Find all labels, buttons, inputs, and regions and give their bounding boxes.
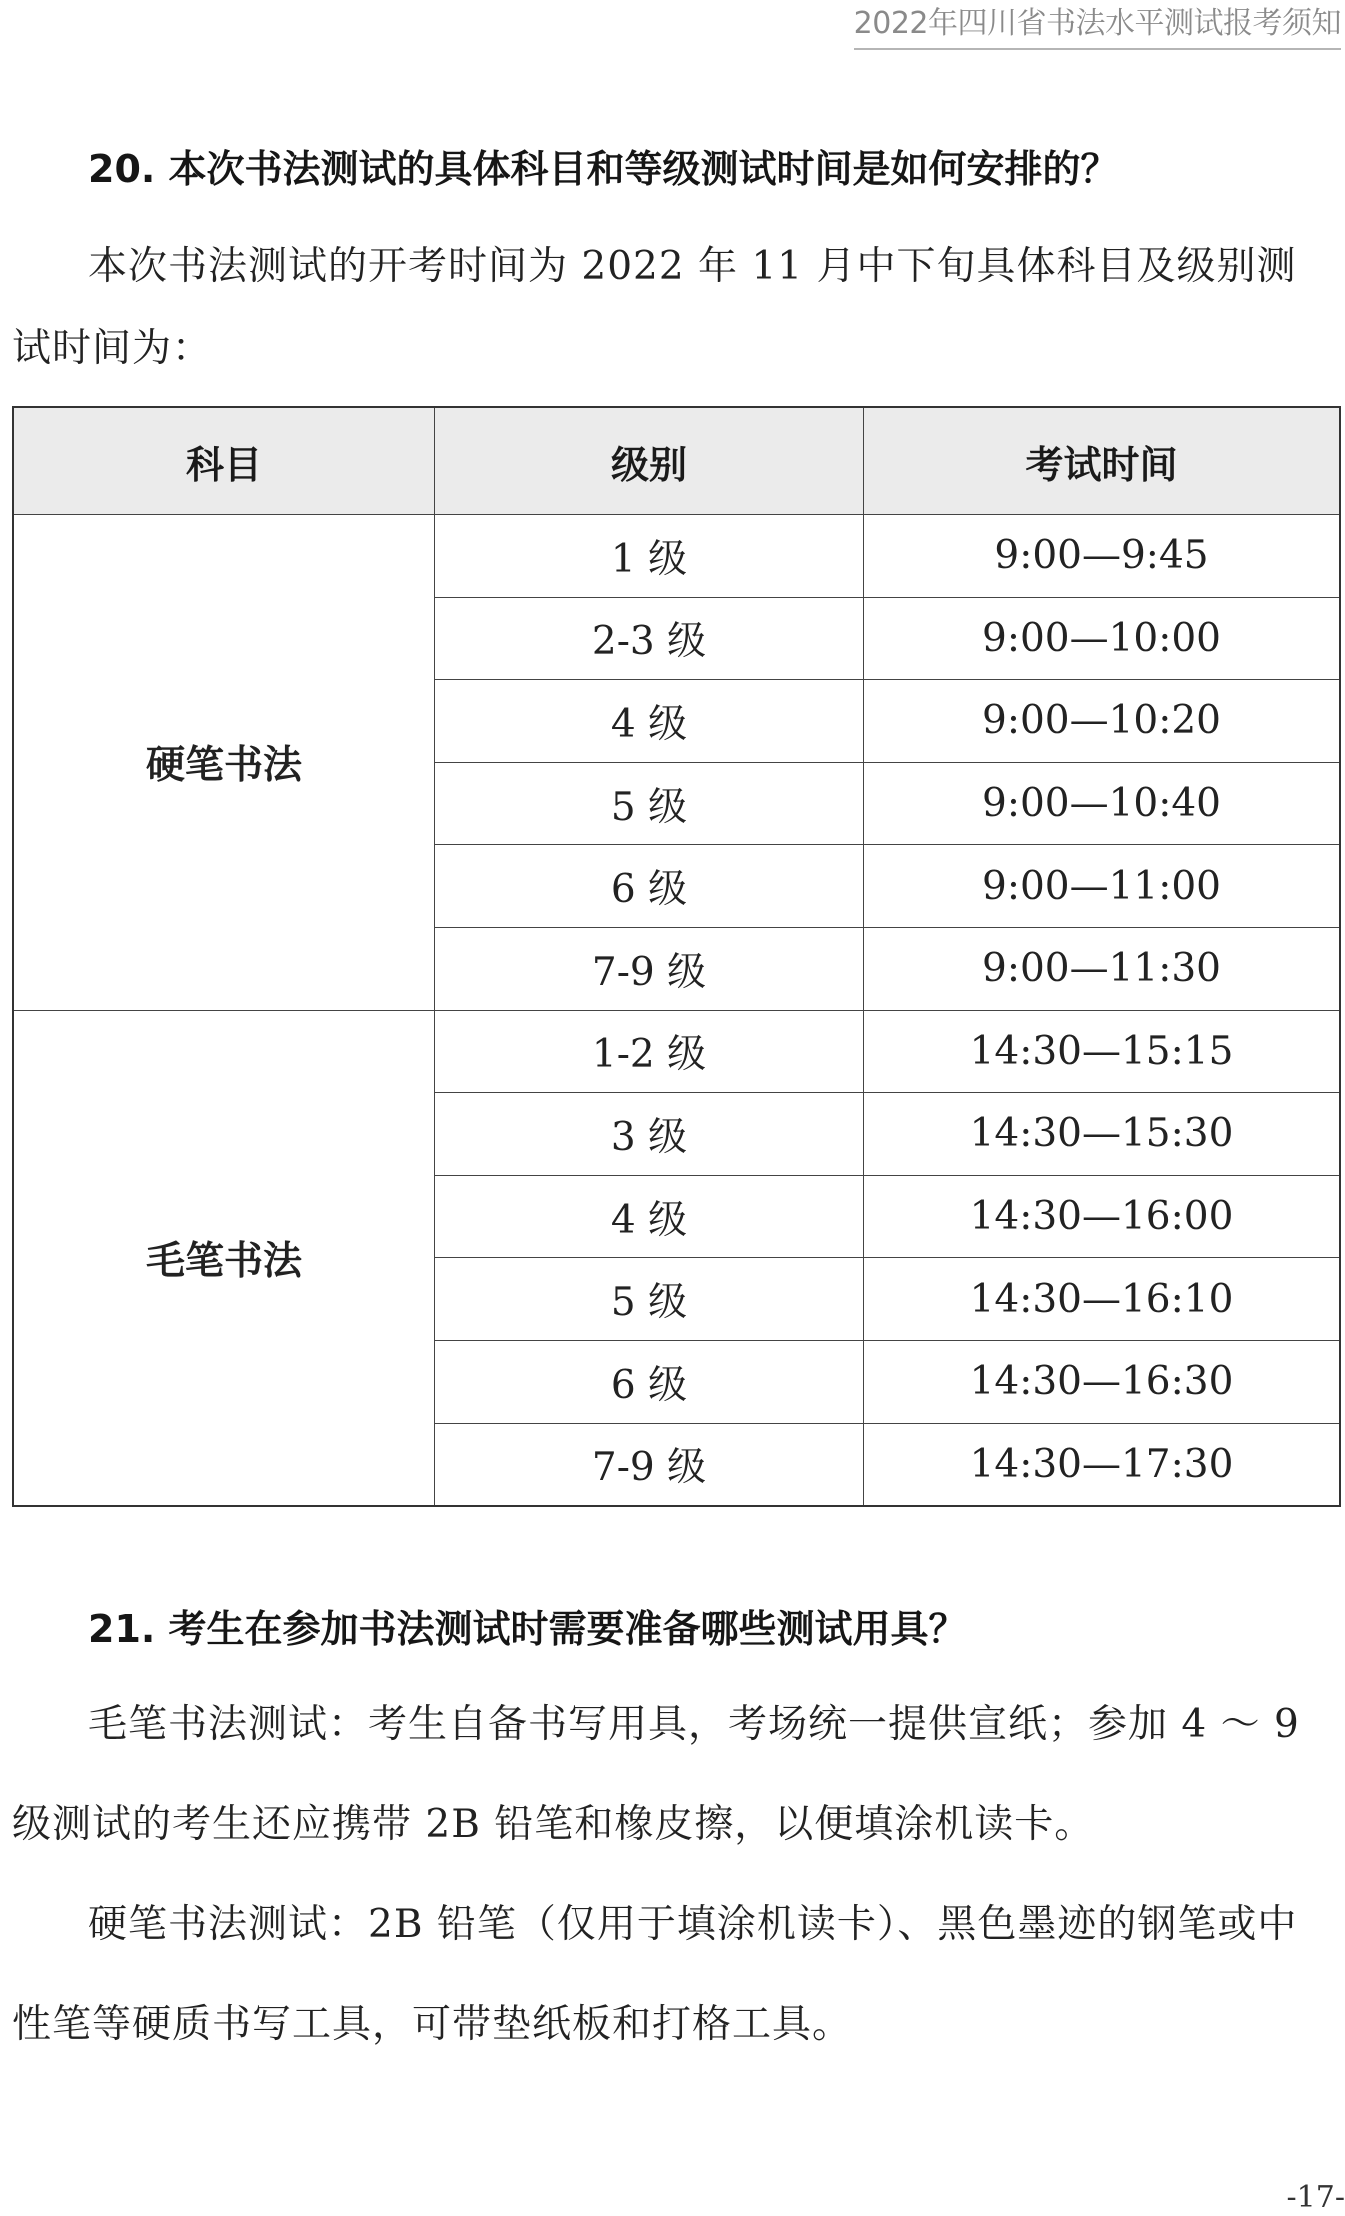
question-21-heading: 21. 考生在参加书法测试时需要准备哪些测试用具？ bbox=[88, 1607, 967, 1651]
header-subject: 科目 bbox=[13, 407, 435, 515]
page-number: -17- bbox=[1286, 2180, 1345, 2215]
time-cell: 9:00—10:00 bbox=[864, 597, 1341, 680]
time-cell: 9:00—10:20 bbox=[864, 680, 1341, 763]
table-header-row bbox=[13, 407, 1340, 515]
level-cell: 5 级 bbox=[435, 1258, 864, 1341]
table-row bbox=[13, 515, 1340, 598]
subject-brush: 毛笔书法 bbox=[13, 1010, 435, 1506]
time-cell: 9:00—11:00 bbox=[864, 845, 1341, 928]
level-cell: 4 级 bbox=[435, 1175, 864, 1258]
time-cell: 14:30—16:10 bbox=[864, 1258, 1341, 1341]
exam-schedule-table bbox=[12, 406, 1341, 1507]
time-cell: 14:30—15:30 bbox=[864, 1093, 1341, 1176]
level-cell: 5 级 bbox=[435, 762, 864, 845]
time-cell: 9:00—9:45 bbox=[864, 515, 1341, 598]
time-cell: 14:30—15:15 bbox=[864, 1010, 1341, 1093]
level-cell: 7-9 级 bbox=[435, 927, 864, 1010]
level-cell: 3 级 bbox=[435, 1093, 864, 1176]
subject-hard-pen: 硬笔书法 bbox=[13, 515, 435, 1011]
question-20-intro: 本次书法测试的开考时间为 2022 年 11 月中下旬具体科目及级别测试时间为： bbox=[12, 244, 1297, 371]
question-20-heading: 20. 本次书法测试的具体科目和等级测试时间是如何安排的？ bbox=[88, 147, 1119, 191]
time-cell: 14:30—17:30 bbox=[864, 1423, 1341, 1506]
level-cell: 6 级 bbox=[435, 1340, 864, 1423]
table-row bbox=[13, 1010, 1340, 1093]
time-cell: 14:30—16:30 bbox=[864, 1340, 1341, 1423]
level-cell: 7-9 级 bbox=[435, 1423, 864, 1506]
time-cell: 14:30—16:00 bbox=[864, 1175, 1341, 1258]
time-cell: 9:00—10:40 bbox=[864, 762, 1341, 845]
header-level: 级别 bbox=[435, 407, 864, 515]
question-21-hard-pen-paragraph: 硬笔书法测试：2B 铅笔（仅用于填涂机读卡）、黑色墨迹的钢笔或中性笔等硬质书写工具，可带垫纸板和打格工具。 bbox=[12, 1902, 1298, 2047]
running-title: 2022年四川省书法水平测试报考须知 bbox=[854, 0, 1341, 50]
level-cell: 1-2 级 bbox=[435, 1010, 864, 1093]
level-cell: 6 级 bbox=[435, 845, 864, 928]
question-21-brush-paragraph: 毛笔书法测试：考生自备书写用具，考场统一提供宣纸；参加 4 ～ 9 级测试的考生还应携带 2B 铅笔和橡皮擦，以便填涂机读卡。 bbox=[12, 1702, 1300, 1847]
time-cell: 9:00—11:30 bbox=[864, 927, 1341, 1010]
level-cell: 2-3 级 bbox=[435, 597, 864, 680]
level-cell: 4 级 bbox=[435, 680, 864, 763]
level-cell: 1 级 bbox=[435, 515, 864, 598]
header-exam-time: 考试时间 bbox=[864, 407, 1341, 515]
